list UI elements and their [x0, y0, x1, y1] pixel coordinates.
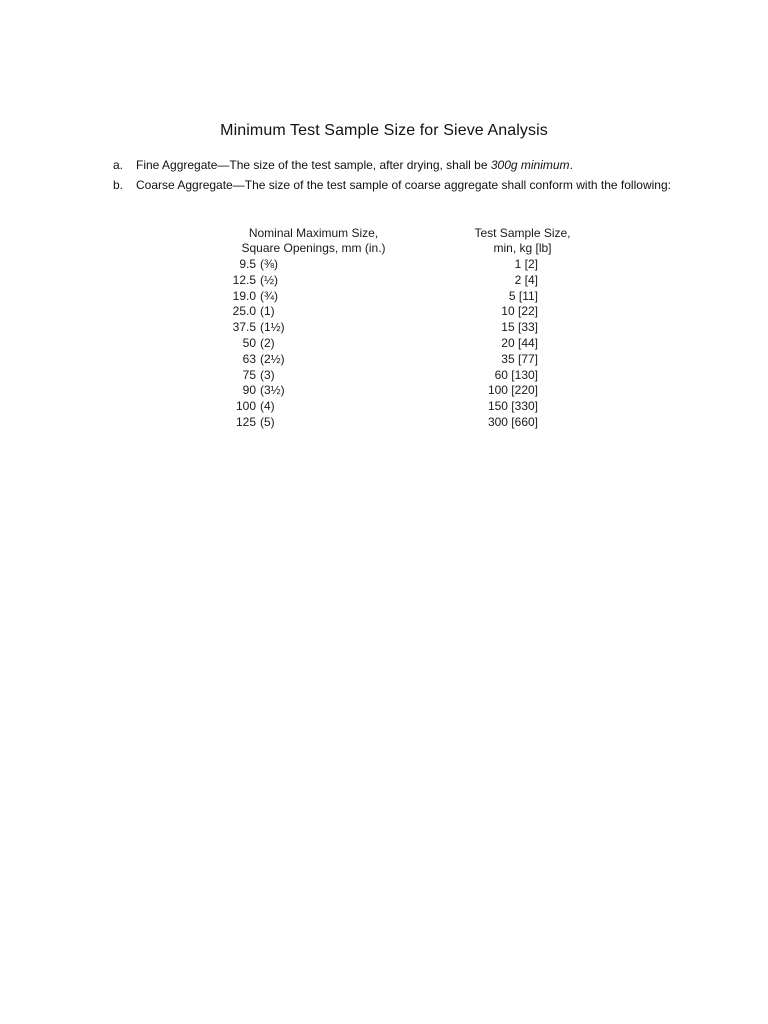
table-row: [200, 415, 600, 431]
fine-aggregate-period: .: [569, 158, 573, 172]
size-in: (¾): [260, 288, 278, 303]
size-mm: 25.0: [232, 304, 256, 319]
sample-mass-cell: 60 [130]: [494, 367, 538, 382]
sample-mass-cell: 20 [44]: [501, 335, 538, 350]
header-nominal-size-line2: Square Openings, mm (in.): [241, 241, 386, 255]
header-nominal-size-line1: Nominal Maximum Size,: [248, 226, 379, 240]
nominal-size-cell: [200, 367, 275, 384]
nominal-size-cell: [200, 351, 285, 368]
size-in: (1½): [260, 320, 285, 335]
size-in: (½): [260, 272, 278, 287]
size-in: (⅜): [260, 257, 278, 271]
header-sample-size-line1: Test Sample Size,: [474, 226, 571, 240]
size-in: (3½): [260, 383, 285, 398]
table-body: [200, 257, 600, 431]
list-marker: a.: [113, 158, 124, 172]
nominal-size-cell: [200, 257, 278, 273]
nominal-size-cell: [200, 399, 275, 415]
table-row: [200, 257, 600, 273]
size-mm: 63: [242, 351, 256, 366]
nominal-size-cell: [200, 304, 275, 320]
list-marker: b.: [113, 178, 124, 192]
sample-mass-cell: 35 [77]: [501, 351, 538, 366]
table-row: [200, 336, 600, 352]
size-mm: 90: [242, 383, 256, 398]
fine-aggregate-minimum: 300g minimum: [490, 158, 570, 172]
size-mm: 100: [235, 399, 256, 414]
table-row: [200, 368, 600, 384]
table-row: [200, 352, 600, 368]
table-row: [200, 320, 600, 336]
fine-aggregate-text: Fine Aggregate—The size of the test sample, after drying, shall be: [136, 158, 491, 172]
nominal-size-cell: [200, 320, 285, 336]
size-mm: 37.5: [232, 320, 256, 335]
nominal-size-cell: [200, 272, 278, 289]
requirements-list: [113, 157, 673, 197]
sample-mass-cell: 15 [33]: [501, 320, 538, 335]
size-mm: 12.5: [232, 272, 256, 287]
header-sample-size: [455, 226, 590, 256]
size-in: (1): [260, 304, 275, 319]
sample-mass-cell: 150 [330]: [487, 399, 538, 414]
size-in: (2): [260, 335, 275, 350]
size-in: (3): [260, 367, 275, 382]
size-mm: 19.0: [232, 288, 256, 303]
size-mm: 125: [235, 414, 256, 429]
nominal-size-cell: [200, 288, 278, 305]
size-in: (4): [260, 399, 275, 414]
size-mm: 50: [242, 335, 256, 350]
size-mm: 9.5: [239, 257, 256, 271]
coarse-aggregate-text: Coarse Aggregate—The size of the test sample of coarse aggregate shall conform with the following:: [136, 178, 671, 192]
sample-mass-cell: 300 [660]: [487, 414, 538, 429]
sample-mass-cell: 100 [220]: [487, 383, 538, 398]
sample-mass-cell: 10 [22]: [501, 304, 538, 319]
list-item-text: [136, 157, 673, 173]
size-in: (2½): [260, 351, 285, 366]
nominal-size-cell: [200, 414, 275, 431]
list-item-coarse-aggregate: [113, 177, 673, 193]
nominal-size-cell: [200, 335, 275, 352]
size-mm: 75: [242, 367, 256, 382]
sample-mass-cell: 1 [2]: [514, 257, 538, 271]
sample-mass-cell: 2 [4]: [514, 272, 538, 287]
table-row: [200, 289, 600, 305]
table-row: [200, 383, 600, 399]
table-row: [200, 273, 600, 289]
sample-mass-cell: 5 [11]: [508, 288, 538, 303]
table-row: [200, 399, 600, 415]
nominal-size-cell: [200, 383, 285, 399]
header-nominal-size: [200, 226, 427, 256]
table-row: [200, 304, 600, 320]
page-title: Minimum Test Sample Size for Sieve Analysis: [220, 122, 548, 139]
header-sample-size-line2: min, kg [lb]: [493, 241, 552, 255]
size-in: (5): [260, 414, 275, 429]
list-item-fine-aggregate: [113, 157, 673, 173]
